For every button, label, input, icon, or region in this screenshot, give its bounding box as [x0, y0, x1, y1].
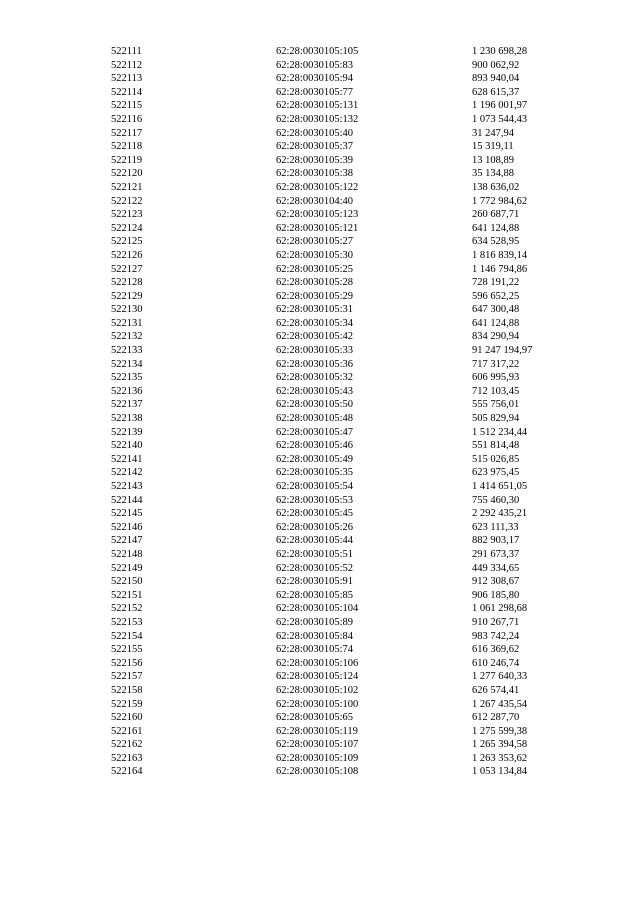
cadastral-value: 1 277 640,33 — [472, 671, 528, 683]
cadastral-number: 62:28:0030105:35 — [276, 467, 354, 479]
row-number: 522140 — [111, 440, 143, 452]
cadastral-number: 62:28:0030105:32 — [276, 372, 354, 384]
cadastral-value: 606 995,93 — [472, 372, 520, 384]
cadastral-number: 62:28:0030105:85 — [276, 589, 354, 601]
cadastral-value: 31 247,94 — [472, 127, 514, 139]
cadastral-value: 634 528,95 — [472, 236, 520, 248]
cadastral-number: 62:28:0030105:26 — [276, 521, 354, 533]
table-row — [0, 99, 640, 113]
cadastral-value: 15 319,11 — [472, 141, 514, 153]
cadastral-number: 62:28:0030105:74 — [276, 644, 354, 656]
cadastral-number: 62:28:0030105:77 — [276, 86, 354, 98]
cadastral-value: 551 814,48 — [472, 440, 520, 452]
cadastral-number: 62:28:0030105:106 — [276, 657, 359, 669]
cadastral-number: 62:28:0030105:53 — [276, 494, 354, 506]
cadastral-value: 35 134,88 — [472, 168, 514, 180]
cadastral-value: 1 146 794,86 — [472, 263, 528, 275]
cadastral-value: 623 111,33 — [472, 521, 519, 533]
row-number: 522163 — [111, 752, 143, 764]
cadastral-number: 62:28:0030105:52 — [276, 562, 354, 574]
cadastral-value: 1 263 353,62 — [472, 752, 528, 764]
row-number: 522147 — [111, 535, 143, 547]
cadastral-value: 623 975,45 — [472, 467, 520, 479]
table-row — [0, 303, 640, 317]
cadastral-value: 596 652,25 — [472, 290, 520, 302]
table-row — [0, 412, 640, 426]
table-row — [0, 657, 640, 671]
cadastral-number: 62:28:0030105:48 — [276, 413, 354, 425]
row-number: 522145 — [111, 508, 143, 520]
cadastral-number: 62:28:0030105:44 — [276, 535, 354, 547]
cadastral-value: 728 191,22 — [472, 277, 520, 289]
cadastral-number: 62:28:0030105:122 — [276, 181, 359, 193]
cadastral-number: 62:28:0030105:31 — [276, 304, 354, 316]
table-row — [0, 670, 640, 684]
table-row — [0, 208, 640, 222]
table-row — [0, 45, 640, 59]
table-row — [0, 630, 640, 644]
row-number: 522115 — [111, 100, 143, 112]
table-row — [0, 466, 640, 480]
cadastral-number: 62:28:0030105:105 — [276, 46, 359, 57]
cadastral-value: 612 287,70 — [472, 712, 520, 724]
row-number: 522132 — [111, 331, 143, 343]
cadastral-value: 2 292 435,21 — [472, 508, 528, 520]
cadastral-value: 291 673,37 — [472, 548, 520, 560]
cadastral-number: 62:28:0030105:131 — [276, 100, 359, 112]
cadastral-value: 641 124,88 — [472, 317, 520, 329]
cadastral-value: 647 300,48 — [472, 304, 520, 316]
table-row — [0, 698, 640, 712]
table-row — [0, 154, 640, 168]
row-number: 522133 — [111, 345, 143, 357]
table-row — [0, 140, 640, 154]
cadastral-value: 1 053 134,84 — [472, 766, 528, 778]
cadastral-value: 1 230 698,28 — [472, 46, 528, 57]
cadastral-value: 555 756,01 — [472, 399, 520, 411]
row-number: 522152 — [111, 603, 143, 615]
cadastral-number: 62:28:0030105:42 — [276, 331, 354, 343]
table-row — [0, 358, 640, 372]
row-number: 522118 — [111, 141, 143, 153]
cadastral-value: 834 290,94 — [472, 331, 520, 343]
cadastral-value: 755 460,30 — [472, 494, 520, 506]
cadastral-value: 616 369,62 — [472, 644, 520, 656]
table-row — [0, 494, 640, 508]
row-number: 522122 — [111, 195, 143, 207]
table-row — [0, 602, 640, 616]
row-number: 522113 — [111, 73, 143, 85]
cadastral-number: 62:28:0030105:132 — [276, 113, 359, 125]
table-row — [0, 765, 640, 779]
row-number: 522126 — [111, 249, 143, 261]
cadastral-number: 62:28:0030105:100 — [276, 698, 359, 710]
cadastral-value: 1 275 599,38 — [472, 725, 528, 737]
row-number: 522158 — [111, 684, 143, 696]
row-number: 522156 — [111, 657, 143, 669]
cadastral-number: 62:28:0030105:29 — [276, 290, 354, 302]
row-number: 522153 — [111, 616, 143, 628]
table-row — [0, 181, 640, 195]
table-row — [0, 59, 640, 73]
row-number: 522128 — [111, 277, 143, 289]
table-row — [0, 371, 640, 385]
cadastral-number: 62:28:0030104:40 — [276, 195, 354, 207]
cadastral-number: 62:28:0030105:107 — [276, 739, 359, 751]
cadastral-value: 628 615,37 — [472, 86, 520, 98]
row-number: 522131 — [111, 317, 143, 329]
cadastral-value: 91 247 194,97 — [472, 345, 533, 357]
cadastral-value: 1 816 839,14 — [472, 249, 528, 261]
row-number: 522143 — [111, 481, 143, 492]
row-number: 522130 — [111, 304, 143, 316]
cadastral-number: 62:28:0030105:108 — [276, 766, 359, 778]
table-row — [0, 249, 640, 263]
row-number: 522148 — [111, 548, 143, 560]
table-row — [0, 453, 640, 467]
table-row — [0, 276, 640, 290]
cadastral-number: 62:28:0030105:65 — [276, 712, 354, 724]
row-number: 522157 — [111, 671, 143, 683]
table-row — [0, 222, 640, 236]
cadastral-number: 62:28:0030105:109 — [276, 752, 359, 764]
row-number: 522142 — [111, 467, 143, 479]
row-number: 522160 — [111, 712, 143, 724]
cadastral-value: 712 103,45 — [472, 385, 520, 397]
row-number: 522111 — [111, 46, 142, 57]
row-number: 522112 — [111, 59, 143, 71]
cadastral-value: 626 574,41 — [472, 684, 520, 696]
cadastral-value: 906 185,80 — [472, 589, 520, 601]
table-row — [0, 167, 640, 181]
row-number: 522150 — [111, 576, 143, 588]
cadastral-number: 62:28:0030105:34 — [276, 317, 354, 329]
table-row — [0, 725, 640, 739]
cadastral-number: 62:28:0030105:40 — [276, 127, 354, 139]
cadastral-value: 260 687,71 — [472, 209, 520, 221]
row-number: 522136 — [111, 385, 143, 397]
row-number: 522127 — [111, 263, 143, 275]
table-row — [0, 534, 640, 548]
table-row — [0, 72, 640, 86]
cadastral-value: 912 308,67 — [472, 576, 520, 588]
cadastral-value: 515 026,85 — [472, 453, 520, 465]
cadastral-number: 62:28:0030105:30 — [276, 249, 354, 261]
cadastral-number: 62:28:0030105:27 — [276, 236, 354, 248]
row-number: 522151 — [111, 589, 143, 601]
cadastral-number: 62:28:0030105:51 — [276, 548, 354, 560]
cadastral-value: 1 061 298,68 — [472, 603, 528, 615]
cadastral-number: 62:28:0030105:46 — [276, 440, 354, 452]
row-number: 522129 — [111, 290, 143, 302]
row-number: 522149 — [111, 562, 143, 574]
cadastral-value: 138 636,02 — [472, 181, 520, 193]
table-row — [0, 548, 640, 562]
table-row — [0, 86, 640, 100]
row-number: 522144 — [111, 494, 143, 506]
cadastral-number: 62:28:0030105:38 — [276, 168, 354, 180]
row-number: 522125 — [111, 236, 143, 248]
table-row — [0, 439, 640, 453]
cadastral-value: 1 414 651,05 — [472, 481, 528, 492]
table-row — [0, 113, 640, 127]
table-row — [0, 127, 640, 141]
cadastral-value: 882 903,17 — [472, 535, 520, 547]
row-number: 522120 — [111, 168, 143, 180]
table-row — [0, 426, 640, 440]
cadastral-number: 62:28:0030105:45 — [276, 508, 354, 520]
cadastral-number: 62:28:0030105:119 — [276, 725, 358, 737]
row-number: 522123 — [111, 209, 143, 221]
table-row — [0, 684, 640, 698]
cadastral-value: 717 317,22 — [472, 358, 520, 370]
row-number: 522164 — [111, 766, 143, 778]
row-number: 522137 — [111, 399, 143, 411]
cadastral-number: 62:28:0030105:104 — [276, 603, 359, 615]
table-row — [0, 398, 640, 412]
table-row — [0, 385, 640, 399]
table-row — [0, 195, 640, 209]
table-row — [0, 330, 640, 344]
cadastral-number: 62:28:0030105:25 — [276, 263, 354, 275]
table-row — [0, 480, 640, 494]
data-table — [0, 45, 640, 779]
cadastral-value: 900 062,92 — [472, 59, 520, 71]
table-row — [0, 643, 640, 657]
row-number: 522141 — [111, 453, 143, 465]
row-number: 522117 — [111, 127, 143, 139]
cadastral-value: 1 512 234,44 — [472, 426, 528, 438]
row-number: 522114 — [111, 86, 143, 98]
table-row — [0, 290, 640, 304]
cadastral-value: 1 267 435,54 — [472, 698, 528, 710]
cadastral-number: 62:28:0030105:102 — [276, 684, 359, 696]
row-number: 522119 — [111, 154, 143, 166]
cadastral-number: 62:28:0030105:54 — [276, 481, 354, 492]
cadastral-number: 62:28:0030105:36 — [276, 358, 354, 370]
cadastral-number: 62:28:0030105:123 — [276, 209, 359, 221]
table-row — [0, 711, 640, 725]
cadastral-number: 62:28:0030105:49 — [276, 453, 354, 465]
row-number: 522159 — [111, 698, 143, 710]
cadastral-number: 62:28:0030105:37 — [276, 141, 354, 153]
table-row — [0, 521, 640, 535]
table-row — [0, 562, 640, 576]
cadastral-value: 893 940,04 — [472, 73, 520, 85]
cadastral-number: 62:28:0030105:94 — [276, 73, 354, 85]
cadastral-value: 449 334,65 — [472, 562, 520, 574]
row-number: 522116 — [111, 113, 143, 125]
table-row — [0, 752, 640, 766]
cadastral-value: 1 265 394,58 — [472, 739, 528, 751]
table-row — [0, 575, 640, 589]
cadastral-value: 610 246,74 — [472, 657, 520, 669]
table-row — [0, 235, 640, 249]
cadastral-number: 62:28:0030105:39 — [276, 154, 354, 166]
table-row — [0, 507, 640, 521]
cadastral-number: 62:28:0030105:47 — [276, 426, 354, 438]
cadastral-number: 62:28:0030105:89 — [276, 616, 354, 628]
table-row — [0, 263, 640, 277]
table-row — [0, 738, 640, 752]
cadastral-value: 1 196 001,97 — [472, 100, 528, 112]
row-number: 522138 — [111, 413, 143, 425]
cadastral-number: 62:28:0030105:124 — [276, 671, 359, 683]
row-number: 522121 — [111, 181, 143, 193]
table-row — [0, 344, 640, 358]
row-number: 522162 — [111, 739, 143, 751]
row-number: 522124 — [111, 222, 143, 234]
row-number: 522146 — [111, 521, 143, 533]
row-number: 522161 — [111, 725, 143, 737]
row-number: 522155 — [111, 644, 143, 656]
cadastral-number: 62:28:0030105:33 — [276, 345, 354, 357]
cadastral-number: 62:28:0030105:91 — [276, 576, 354, 588]
cadastral-value: 910 267,71 — [472, 616, 520, 628]
row-number: 522139 — [111, 426, 143, 438]
cadastral-number: 62:28:0030105:28 — [276, 277, 354, 289]
table-row — [0, 616, 640, 630]
cadastral-value: 1 073 544,43 — [472, 113, 528, 125]
table-row — [0, 589, 640, 603]
cadastral-value: 505 829,94 — [472, 413, 520, 425]
cadastral-value: 983 742,24 — [472, 630, 520, 642]
cadastral-number: 62:28:0030105:121 — [276, 222, 359, 234]
cadastral-number: 62:28:0030105:50 — [276, 399, 354, 411]
row-number: 522154 — [111, 630, 143, 642]
cadastral-value: 13 108,89 — [472, 154, 514, 166]
cadastral-number: 62:28:0030105:43 — [276, 385, 354, 397]
cadastral-value: 1 772 984,62 — [472, 195, 528, 207]
cadastral-number: 62:28:0030105:84 — [276, 630, 354, 642]
cadastral-value: 641 124,88 — [472, 222, 520, 234]
row-number: 522135 — [111, 372, 143, 384]
row-number: 522134 — [111, 358, 143, 370]
cadastral-number: 62:28:0030105:83 — [276, 59, 354, 71]
table-row — [0, 317, 640, 331]
